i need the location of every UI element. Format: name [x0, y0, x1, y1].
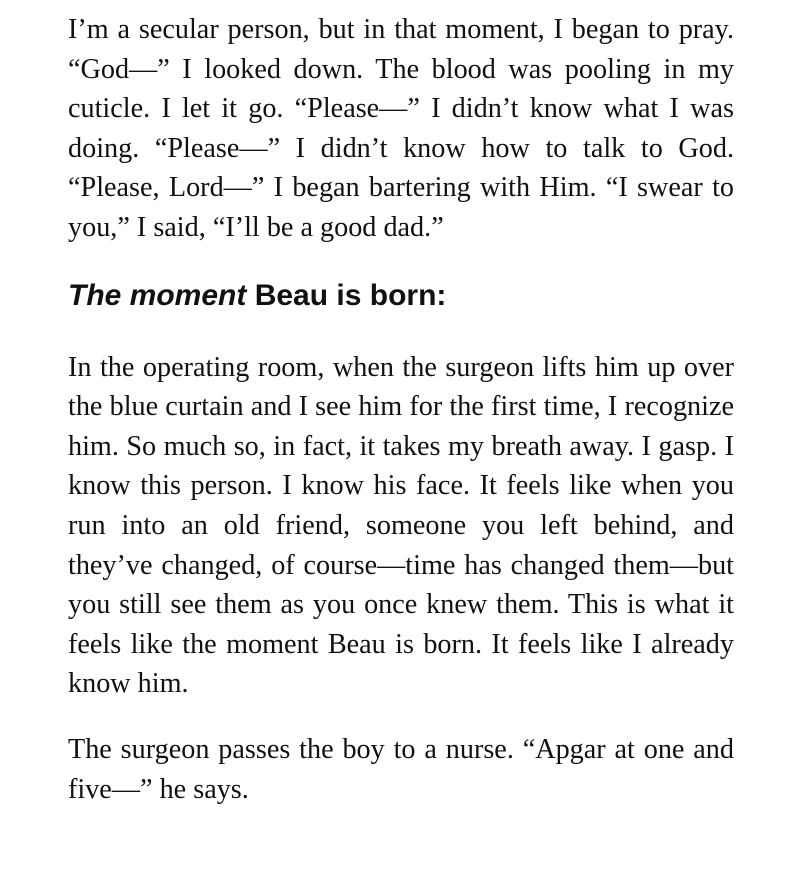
paragraph-apgar: The surgeon passes the boy to a nurse. “Apgar at one and five—” he says.: [68, 733, 734, 805]
section-heading: [68, 278, 734, 314]
document-page: [68, 10, 734, 809]
heading-bold-part: Beau is born:: [246, 278, 447, 312]
paragraph-prayer: I’m a secular person, but in that moment, I began to pray. “God—” I looked down. The blood was pooling in my cuticle. I let it go. “Please—” I didn’t know what I was doing. “Please—” I didn’t know how to talk to God. “Please, Lord—” I began bartering with Him. “I swear to you,” I said, “I’ll be a good dad.”: [68, 14, 734, 243]
paragraph-birth: In the operating room, when the surgeon lifts him up over the blue curtain and I see him for the first time, I recognize him. So much so, in fact, it takes my breath away. I gasp. I know this person. I know his face. It feels like when you run into an old friend, someone you left behind, and they’ve changed, of course—time has changed them—but you still see them as you once knew them. This is what it feels like the moment Beau is born. It feels like I already know him.: [68, 351, 734, 700]
heading-italic-part: The moment: [68, 278, 247, 312]
